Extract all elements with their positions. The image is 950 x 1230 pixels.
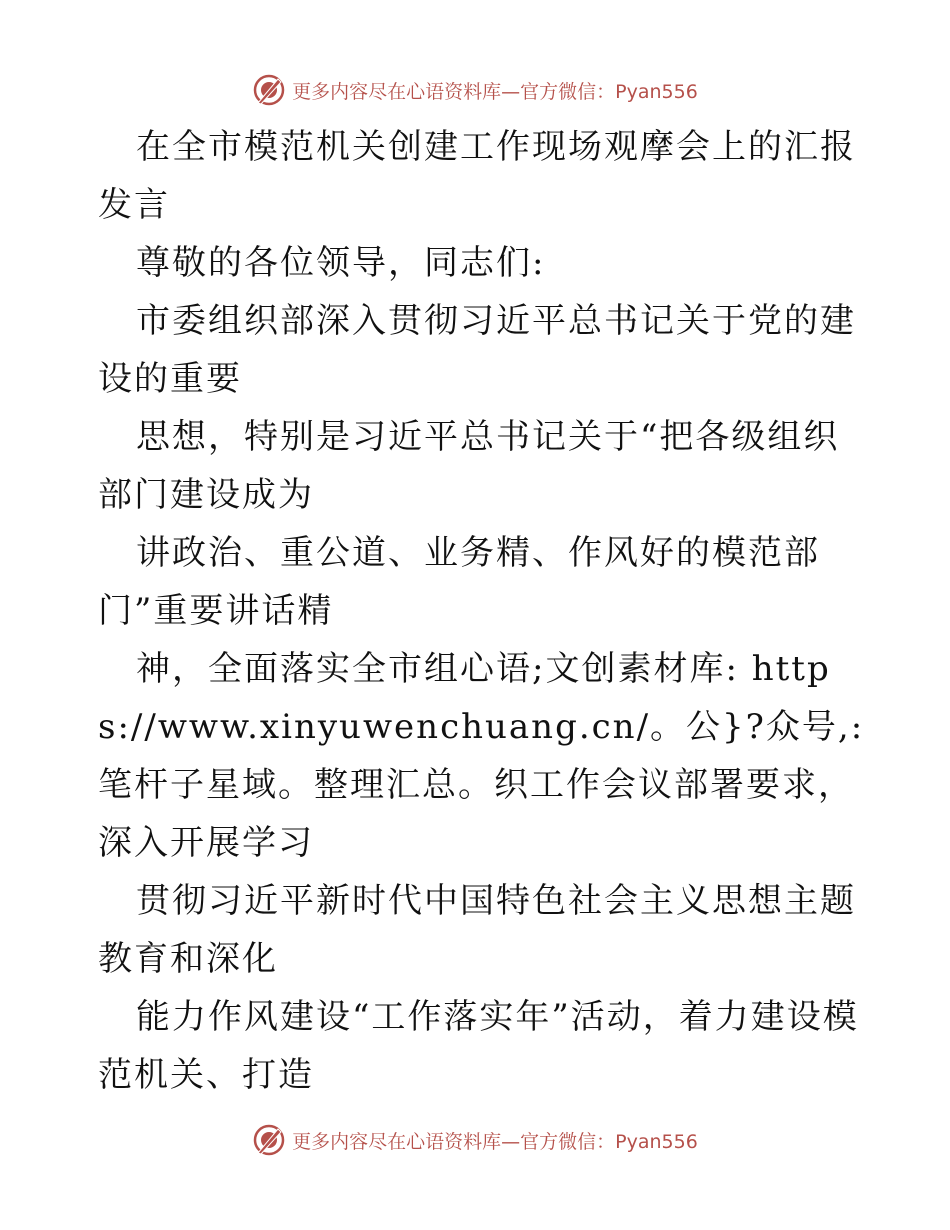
header-banner (0, 70, 950, 110)
document-title: 在全市模范机关创建工作现场观摩会上的汇报发言 (98, 127, 856, 225)
paragraph: 贯彻习近平新时代中国特色社会主义思想主题教育和深化 (98, 881, 856, 979)
header-banner-text: 更多内容尽在心语资料库—官方微信：Pyan556 (292, 80, 698, 103)
document-body (98, 118, 868, 1104)
footer-banner-text: 更多内容尽在心语资料库—官方微信：Pyan556 (292, 1130, 698, 1153)
paragraph: 讲政治、重公道、业务精、作风好的模范部门”重要讲话精 (98, 533, 820, 631)
quill-logo-icon (252, 1123, 286, 1157)
salutation: 尊敬的各位领导，同志们: (136, 243, 546, 283)
quill-logo-icon (252, 73, 286, 107)
paragraph: 神，全面落实全市组心语;文创素材库: https://www.xinyuwenchuang.cn/。公}?众号,: 笔杆子星域。整理汇总。织工作会议部署要求，深入开展学习 (98, 649, 865, 863)
paragraph: 思想，特别是习近平总书记关于“把各级组织部门建设成为 (98, 417, 840, 515)
paragraph: 能力作风建设“工作落实年”活动，着力建设模范机关、打造 (98, 997, 859, 1095)
paragraph: 市委组织部深入贯彻习近平总书记关于党的建设的重要 (98, 301, 856, 399)
footer-banner (0, 1120, 950, 1160)
